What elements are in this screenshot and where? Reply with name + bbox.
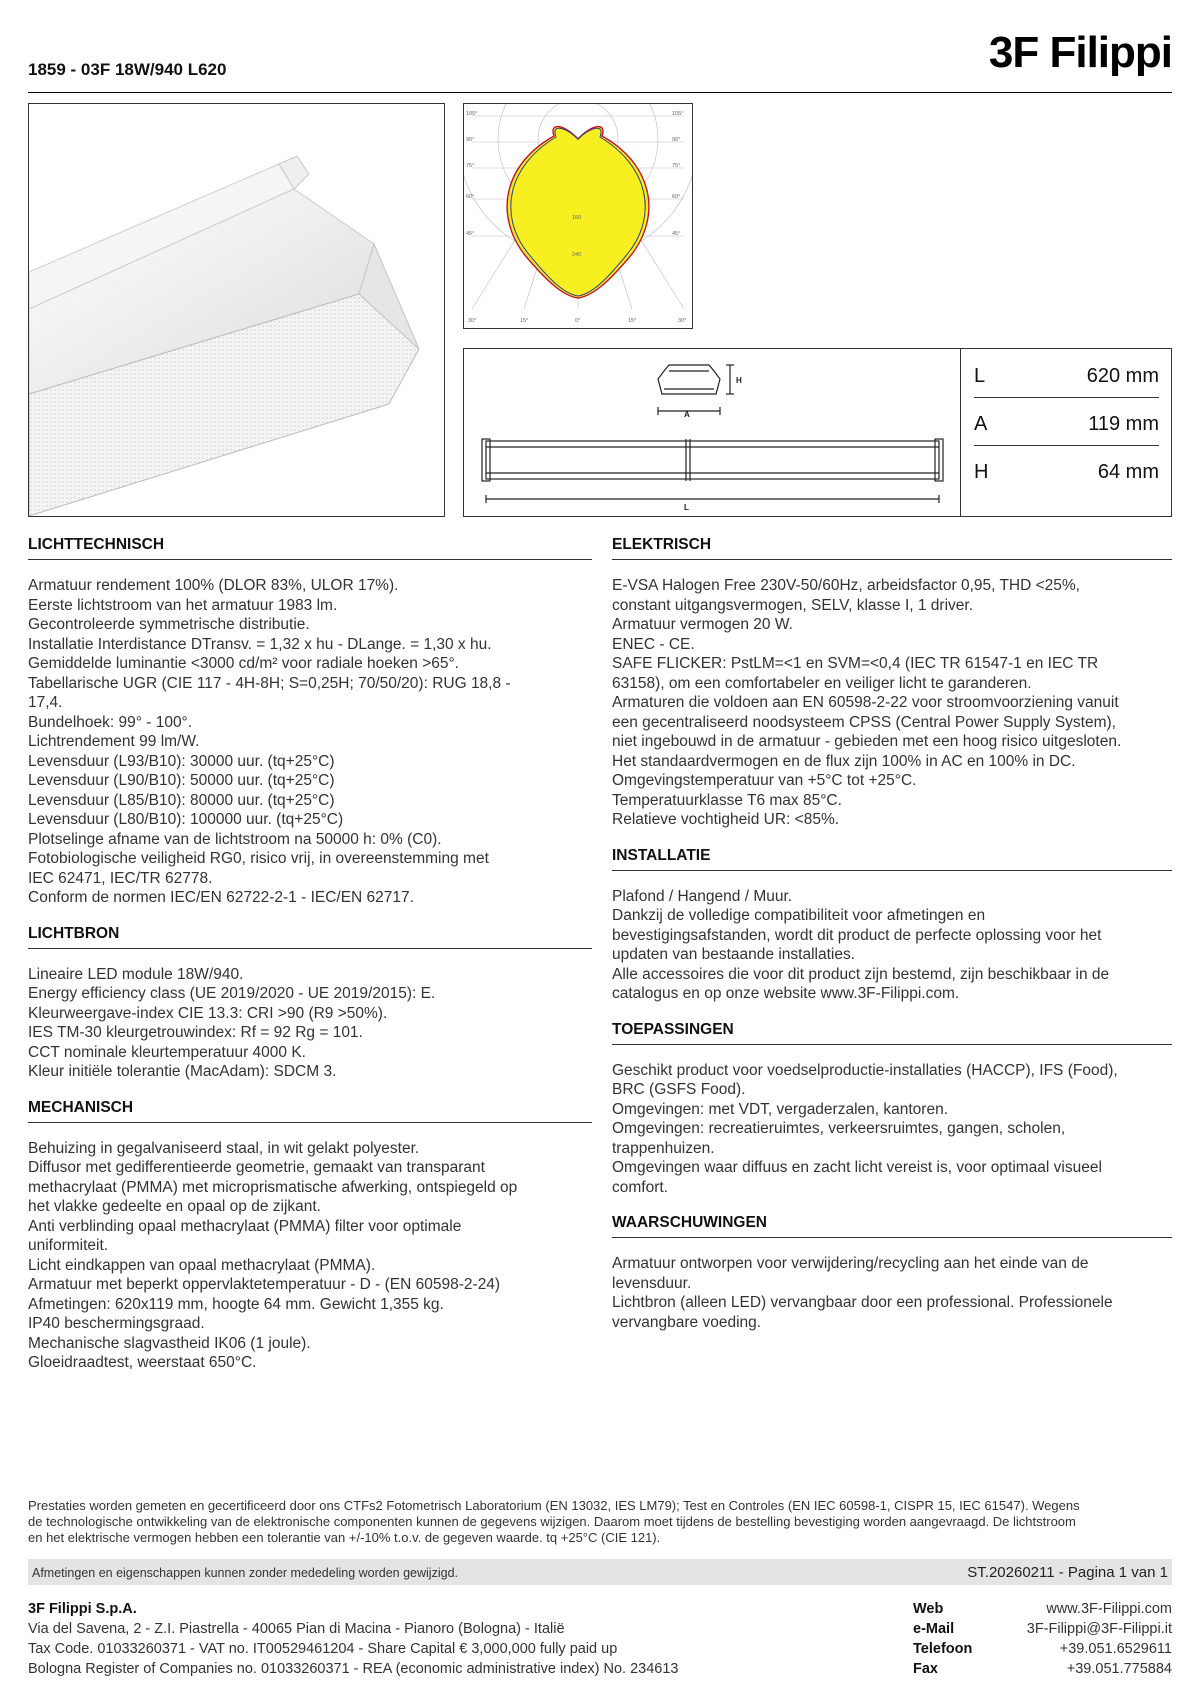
spec-line: Omgevingstemperatuur van +5°C tot +25°C. [612,772,917,789]
polar-label-left: 45° [466,231,475,237]
polar-ring-label: 160 [572,215,582,221]
polar-label-right: 75° [672,163,681,169]
spec-line: Fotobiologische veiligheid RG0, risico vrij, in overeenstemming met [28,850,489,867]
spec-line: Levensduur (L90/B10): 50000 uur. (tq+25°C) [28,772,335,789]
spec-line: Geschikt product voor voedselproductie-installaties (HACCP), IFS (Food), [612,1061,1118,1079]
section-title: WAARSCHUWINGEN [612,1213,1172,1238]
dimension-value: 620 mm [1086,365,1159,387]
spec-section-mechanisch [28,1098,592,1373]
spec-line: updaten van bestaande installaties. [612,946,856,963]
spec-line: Levensduur (L93/B10): 30000 uur. (tq+25°C) [28,752,335,770]
spec-line: vervangbare voeding. [612,1313,762,1331]
section-title: LICHTBRON [28,924,592,949]
company-address: Via del Savena, 2 - Z.I. Piastrella - 40065 Pian di Macina - Pianoro (Bologna) - Italië [28,1621,565,1637]
spec-line: catalogus en op onze website www.3F-Filippi.com. [612,985,960,1002]
dimension-key: H [974,461,989,483]
spec-line: Gecontroleerde symmetrische distributie. [28,616,310,633]
contact-label-phone: Telefoon [913,1641,973,1657]
polar-label-right: 105° [672,111,684,117]
spec-line: Anti verblinding opaal methacrylaat (PMMA) filter voor optimale [28,1217,462,1235]
dimension-key: L [974,365,986,387]
spec-line: IP40 beschermingsgraad. [28,1315,205,1332]
contact-label-email: e-Mail [913,1621,955,1637]
spec-section-installatie [612,846,1172,1004]
dimension-label-length: L [684,503,689,512]
spec-line: Gloeidraadtest, weerstaat 650°C. [28,1354,257,1371]
spec-section-elektrisch [612,535,1172,830]
polar-diagram [463,103,693,329]
spec-line: Gemiddelde luminantie <3000 cd/m² voor radiale hoeken >65°. [28,655,459,672]
dimension-value: 64 mm [1097,461,1159,483]
spec-section-waarschuwingen [612,1213,1172,1332]
polar-label-bottom: 30° [468,318,477,324]
spec-line: 63158), om een comfortabeler en veiliger licht te garanderen. [612,674,1032,692]
spec-line: bevestigingsafstanden, wordt dit product de perfecte oplossing voor het [612,926,1102,944]
footnote-line: en het elektrische vermogen hebben een tolerantie van +/-10% t.o.v. de gegeven waarde. tq +25°C (CIE 121). [28,1530,661,1545]
spec-line: Het standaardvermogen en de flux zijn 100% in AC en 100% in DC. [612,752,1076,770]
spec-line: Behuizing in gegalvaniseerd staal, in wit gelakt polyester. [28,1139,420,1157]
spec-line: comfort. [612,1178,668,1196]
contact-phone: +39.051.6529611 [1059,1641,1172,1657]
spec-line: Plotselinge afname van de lichtstroom na 50000 h: 0% (C0). [28,830,442,848]
spec-line: Plafond / Hangend / Muur. [612,887,793,905]
spec-line: Armatuur ontworpen voor verwijdering/recycling aan het einde van de [612,1255,1089,1272]
dimension-row-length [974,357,1159,398]
dimension-row-height [974,453,1159,493]
product-photo [28,103,445,517]
polar-label-left: 105° [466,111,478,117]
left-column [28,535,592,1389]
spec-line: Levensduur (L80/B10): 100000 uur. (tq+25°C) [28,811,344,828]
contact-fax: +39.051.775884 [1066,1661,1172,1677]
page-info: ST.20260211 - Pagina 1 van 1 [967,1564,1168,1581]
brand-logo: 3F Filippi [988,28,1172,77]
spec-line: niet ingebouwd in de armatuur - gebieden met een hoog risico uitgesloten. [612,733,1122,750]
spec-line: Lichtrendement 99 lm/W. [28,733,200,750]
spec-line: het vlakke gedeelte en opaal op de zijkant. [28,1198,321,1215]
spec-line: Armatuur rendement 100% (DLOR 83%, ULOR 17%). [28,577,399,594]
spec-section-toepassingen [612,1020,1172,1198]
polar-label-right: 60° [672,194,681,200]
spec-line: Lineaire LED module 18W/940. [28,965,244,983]
contact-label-fax: Fax [913,1661,938,1677]
spec-line: Bundelhoek: 99° - 100°. [28,713,193,731]
footnote [28,1498,1172,1546]
spec-line: een gecentraliseerd noodsysteem CPSS (Central Power Supply System), [612,713,1116,731]
right-column [612,535,1172,1348]
contact-email-link[interactable]: 3F-Filippi@3F-Filippi.it [1026,1621,1172,1637]
spec-line: Mechanische slagvastheid IK06 (1 joule). [28,1334,311,1352]
spec-line: Omgevingen: recreatieruimtes, verkeersruimtes, gangen, scholen, [612,1120,1066,1137]
polar-label-bottom: 15° [520,318,529,324]
spec-line: Armatuur met beperkt oppervlaktetemperatuur - D - (EN 60598-2-24) [28,1276,501,1293]
spec-section-lichtbron [28,924,592,1082]
spec-line: levensduur. [612,1274,692,1292]
luminaire-image [29,104,444,516]
spec-line: Alle accessoires die voor dit product zijn bestemd, zijn beschikbaar in de [612,965,1110,983]
spec-line: Diffusor met gedifferentieerde geometrie, gemaakt van transparant [28,1159,485,1176]
dimension-row-width [974,405,1159,446]
section-title: ELEKTRISCH [612,535,1172,560]
spec-line: Kleur initiële tolerantie (MacAdam): SDCM 3. [28,1063,337,1080]
spec-line: SAFE FLICKER: PstLM=<1 en SVM=<0,4 (IEC TR 61547-1 en IEC TR [612,655,1099,672]
contact-label-web: Web [913,1601,944,1617]
spec-line: Omgevingen: met VDT, vergaderzalen, kantoren. [612,1100,949,1118]
dimension-label-height: H [736,376,742,385]
polar-curve-c0 [507,127,649,298]
polar-label-left: 60° [466,194,475,200]
header-divider [28,92,1172,93]
spec-line: Tabellarische UGR (CIE 117 - 4H-8H; S=0,25H; 70/50/20): RUG 18,8 - [28,674,511,692]
footnote-line: de technologische ontwikkeling van de elektronische componenten kunnen de gegevens wijzigen. Daarom moet tijdens de bestelling bevestiging worden aangevraagd. De lichtstroom [28,1514,1076,1529]
product-code: 1859 - 03F 18W/940 L620 [28,60,227,79]
spec-line: Armatuur vermogen 20 W. [612,616,793,633]
spec-line: Kleurweergave-index CIE 13.3: CRI >90 (R9 >50%). [28,1004,388,1022]
spec-line: constant uitgangsvermogen, SELV, klasse I, 1 driver. [612,596,974,614]
spec-line: Lichtbron (alleen LED) vervangbaar door een professional. Professionele [612,1294,1113,1311]
dimension-panel [463,348,1172,517]
contact-web-link[interactable]: www.3F-Filippi.com [1046,1601,1172,1617]
spec-line: Relatieve vochtigheid UR: <85%. [612,811,840,828]
spec-line: Levensduur (L85/B10): 80000 uur. (tq+25°C) [28,791,335,809]
polar-label-bottom: 15° [628,318,637,324]
spec-line: ENEC - CE. [612,635,695,653]
spec-line: IES TM-30 kleurgetrouwindex: Rf = 92 Rg = 101. [28,1024,363,1041]
dimension-label-width: A [684,410,690,419]
spec-line: IEC 62471, IEC/TR 62778. [28,869,213,887]
spec-line: Conform de normen IEC/EN 62722-2-1 - IEC/EN 62717. [28,889,414,906]
section-title: TOEPASSINGEN [612,1020,1172,1045]
section-title: LICHTTECHNISCH [28,535,592,560]
polar-label-left: 75° [466,163,475,169]
footnote-line: Prestaties worden gemeten en gecertificeerd door ons CTFs2 Fotometrisch Laboratorium (EN 13032, IES LM79); Test en Controles (EN IEC 60598-1, CISPR 15, IEC 61547). Wegens [28,1498,1080,1513]
spec-line: Installatie Interdistance DTransv. = 1,32 x hu - DLange. = 1,30 x hu. [28,635,492,653]
polar-label-right: 45° [672,231,681,237]
section-title: MECHANISCH [28,1098,592,1123]
dimension-drawing [464,349,961,516]
spec-line: Armaturen die voldoen aan EN 60598-2-22 voor stroomvoorziening vanuit [612,694,1119,711]
spec-line: BRC (GSFS Food). [612,1081,746,1098]
dimension-value: 119 mm [1088,413,1159,435]
company-name: 3F Filippi S.p.A. [28,1601,137,1617]
spec-line: Energy efficiency class (UE 2019/2020 - UE 2019/2015): E. [28,985,436,1002]
spec-line: 17,4. [28,694,63,711]
spec-line: methacrylaat (PMMA) met microprismatische afwerking, ontspiegeld op [28,1178,518,1196]
spec-line: Dankzij de volledige compatibiliteit voor afmetingen en [612,907,986,924]
spec-line: Afmetingen: 620x119 mm, hoogte 64 mm. Gewicht 1,355 kg. [28,1295,444,1313]
spec-line: uniformiteit. [28,1237,109,1254]
polar-label-right: 90° [672,137,681,143]
spec-section-lichttechnisch [28,535,592,908]
spec-line: trappenhuizen. [612,1139,715,1157]
spec-line: CCT nominale kleurtemperatuur 4000 K. [28,1043,306,1061]
spec-line: Temperatuurklasse T6 max 85°C. [612,791,842,809]
dimension-key: A [974,413,988,435]
polar-label-bottom: 0° [575,318,581,324]
spec-line: E-VSA Halogen Free 230V-50/60Hz, arbeidsfactor 0,95, THD <25%, [612,577,1080,594]
spec-line: Omgevingen waar diffuus en zacht licht vereist is, voor optimaal visueel [612,1159,1102,1176]
polar-label-left: 90° [466,137,475,143]
section-title: INSTALLATIE [612,846,1172,871]
spec-line: Licht eindkappen van opaal methacrylaat (PMMA). [28,1256,376,1274]
change-notice: Afmetingen en eigenschappen kunnen zonder mededeling worden gewijzigd. [32,1566,458,1580]
polar-ring-label: 240 [572,252,582,258]
company-register: Bologna Register of Companies no. 01033260371 - REA (economic administrative index) No. 234613 [28,1661,679,1677]
polar-label-bottom: 30° [678,318,687,324]
company-tax: Tax Code. 01033260371 - VAT no. IT00529461204 - Share Capital € 3,000,000 fully paid up [28,1641,618,1657]
spec-line: Eerste lichtstroom van het armatuur 1983 lm. [28,596,338,614]
